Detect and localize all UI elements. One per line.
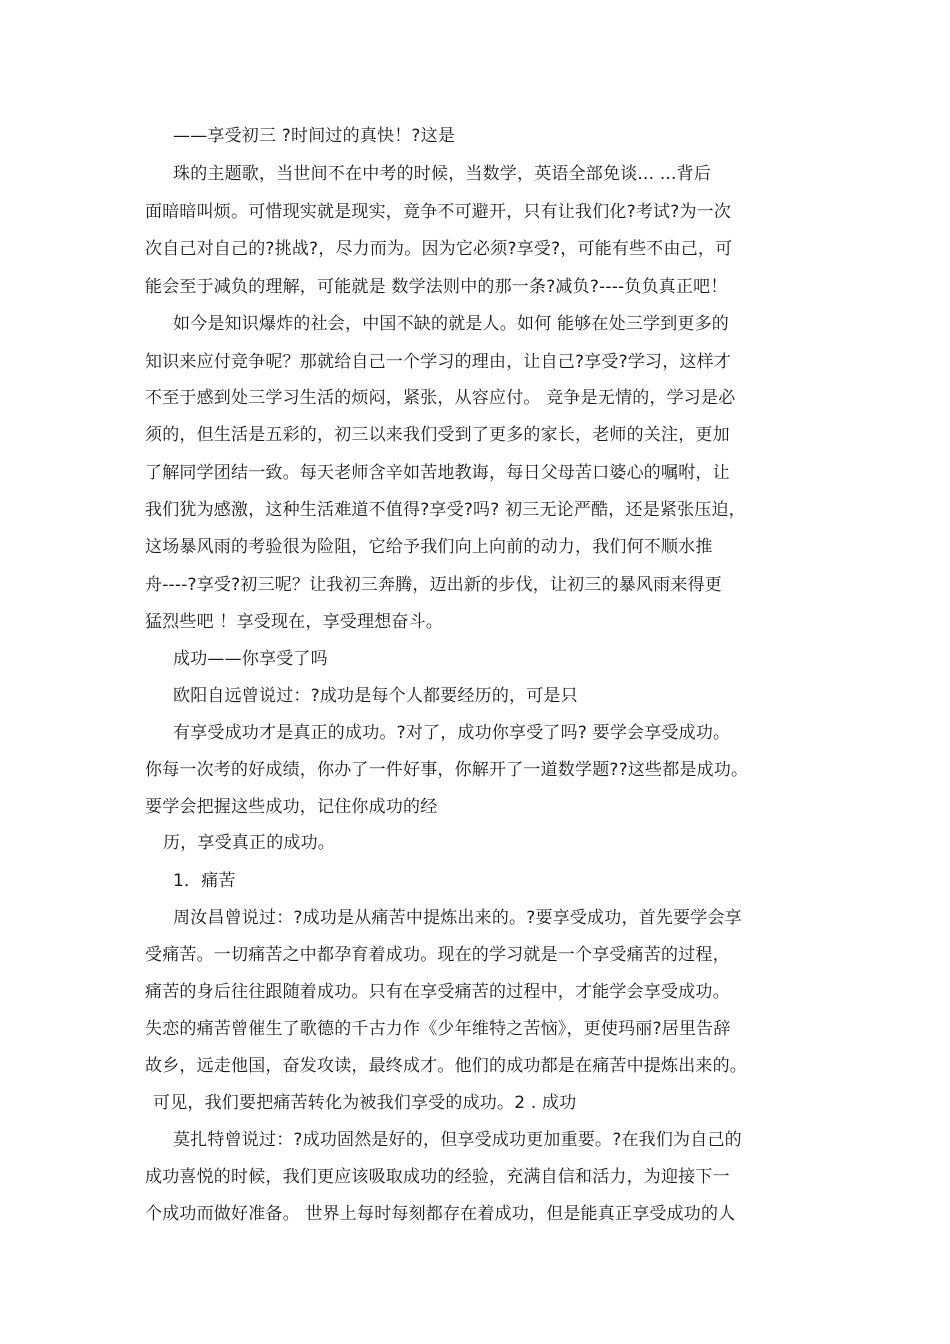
text-line: ——享受初三 ?时间过的真快！?这是 [173,126,456,146]
text-line: 这场暴风雨的考验很为险阻，它给予我们向上向前的动力，我们何不顺水推 [145,537,713,557]
text-line: 猛烈些吧 ！享受现在，享受理想奋斗。 [145,612,444,632]
text-line: 周汝昌曾说过：?成功是从痛苦中提炼出来的。?要享受成功，首先要学会享 [173,908,742,928]
text-line: 须的，但生活是五彩的，初三以来我们受到了更多的家长，老师的关注，更加 [145,425,730,445]
text-line: 次自己对自己的?挑战?，尽力而为。因为它必须?享受?，可能有些不由己，可 [145,239,733,259]
section-heading: 成功——你享受了吗 [173,649,328,669]
text-line: 我们犹为感激，这种生活难道不值得?享受?吗? 初三无论严酷，还是紧张压迫， [145,500,746,520]
text-line: 你每一次考的好成绩，你办了一件好事，你解开了一道数学题??这些都是成功。 [145,760,749,780]
text-line: 成功喜悦的时候，我们更应该吸取成功的经验，充满自信和活力，为迎接下一 [145,1167,730,1187]
text-line: 欧阳自远曾说过：?成功是每个人都要经历的，可是只 [173,686,578,706]
text-line: 故乡，远走他国，奋发攻读，最终成才。他们的成功都是在痛苦中提炼出来的。 [145,1056,747,1076]
text-line: 失恋的痛苦曾催生了歌德的千古力作《少年维特之苦恼》，更使玛丽?居里告辞 [145,1019,731,1039]
numbered-heading: 1．痛苦 [173,871,236,891]
text-line: 受痛苦。一切痛苦之中都孕育着成功。现在的学习就是一个享受痛苦的过程， [145,945,730,965]
text-line: 舟----?享受?初三呢？让我初三奔腾，迈出新的步伐，让初三的暴风雨来得更 [145,575,722,595]
text-line: 有享受成功才是真正的成功。?对了，成功你享受了吗? 要学会享受成功。 [173,723,731,743]
text-line: 珠的主题歌，当世间不在中考的时候，当数学，英语全部免谈... ...背后 [173,164,712,184]
text-line: 面暗暗叫烦。可惜现实就是现实，竟争不可避开，只有让我们化?考试?为一次 [145,202,732,222]
text-line: 莫扎特曾说过：?成功固然是好的，但享受成功更加重要。?在我们为自己的 [173,1130,742,1150]
text-line: 要学会把握这些成功，记住你成功的经 [145,797,438,817]
text-line: 了解同学团结一致。每天老师含辛如苦地教诲，每日父母苦口婆心的嘱咐，让 [145,463,730,483]
text-line: 如今是知识爆炸的社会，中国不缺的就是人。如何 能够在处三学到更多的 [173,314,730,334]
text-line: 痛苦的身后往往跟随着成功。只有在享受痛苦的过程中，才能学会享受成功。 [145,982,730,1002]
text-line: 历，享受真正的成功。 [163,833,335,853]
text-line: 能会至于减负的理解，可能就是 数学法则中的那一条?减负?----负负真正吧！ [145,277,728,297]
text-line: 个成功而做好准备。 世界上每时每刻都存在着成功，但是能真正享受成功的人 [145,1204,736,1224]
text-line: 可见，我们要把痛苦转化为被我们享受的成功。2 . 成功 [153,1093,577,1113]
text-line: 知识来应付竞争呢？那就给自己一个学习的理由，让自己?享受?学习，这样才 [145,352,732,372]
text-line: 不至于感到处三学习生活的烦闷，紧张，从容应付。 竞争是无情的，学习是必 [145,388,736,408]
